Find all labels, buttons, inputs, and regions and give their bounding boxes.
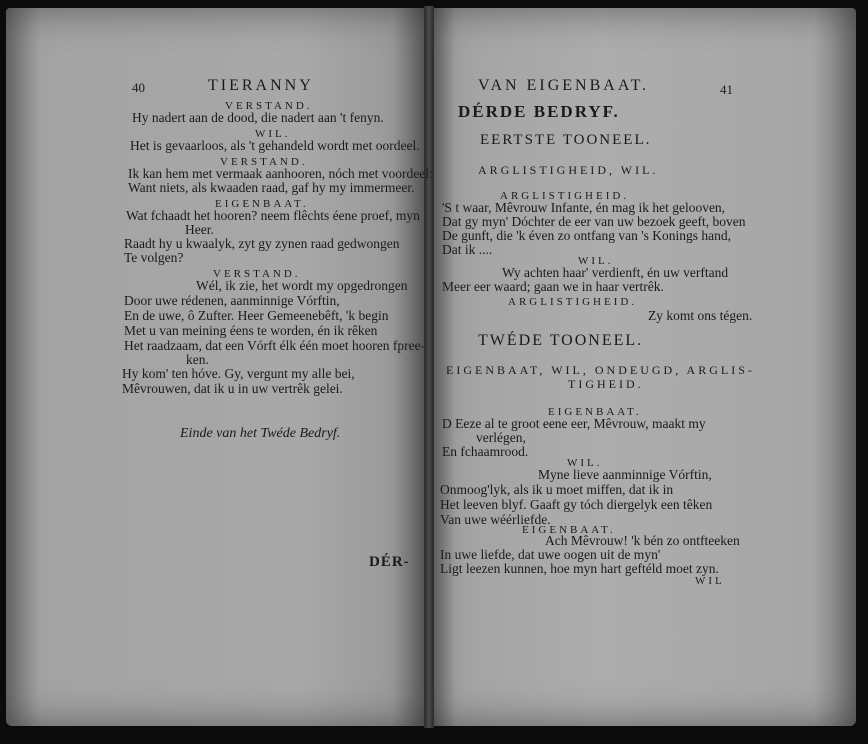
running-head-right: VAN EIGENBAAT. — [478, 77, 650, 94]
text-line: verlégen, — [476, 430, 526, 445]
text-line: Het raadzaam, dat een Vórft élk één moet hooren fpree- — [124, 338, 426, 353]
catchword-left: DÉR- — [369, 554, 410, 570]
text-line: Wy achten haar' verdienft, én uw verftand — [502, 265, 729, 280]
scene-cast: EIGENBAAT, WIL, ONDEUGD, ARGLIS- — [446, 363, 755, 377]
text-line: D Eeze al te groot eene eer, Mêvrouw, maakt my — [442, 416, 706, 431]
text-line: Meer eer waard; gaan we in haar vertrêk. — [442, 279, 664, 294]
text-line: Mêvrouwen, dat ik u in uw vertrêk gelei. — [122, 381, 343, 396]
page-number-right: 41 — [720, 82, 733, 97]
speaker-label: VERSTAND. — [225, 100, 313, 112]
act-title: DÉRDE BEDRYF. — [458, 102, 620, 121]
text-line: Van uwe wéérliefde. — [440, 512, 551, 527]
text-line: Dat gy myn' Dóchter de eer van uw bezoek geeft, boven — [442, 214, 746, 229]
text-line: Dat ik .... — [442, 242, 493, 257]
text-line: Raadt hy u kwaalyk, zyt gy zynen raad gedwongen — [124, 236, 400, 251]
text-line: Want niets, als kwaaden raad, gaf hy my immermeer. — [128, 180, 415, 195]
speaker-label: WIL. — [255, 128, 291, 140]
text-line: Ach Mêvrouw! 'k bén zo ontfteeken — [545, 533, 740, 548]
text-line: En de uwe, ô Zufter. Heer Gemeenebêft, 'k begin — [124, 308, 389, 323]
scene-title: EERTSTE TOONEEL. — [480, 132, 652, 148]
speaker-label: VERSTAND. — [213, 268, 301, 280]
text-line: Myne lieve aanminnige Vórftin, — [538, 467, 712, 482]
text-line: Te volgen? — [124, 250, 184, 265]
text-line: Het is gevaarloos, als 't gehandeld wordt met oordeel. — [130, 138, 420, 153]
text-line: Hy kom' ten hóve. Gy, vergunt my alle bei, — [122, 366, 355, 381]
act-end-note: Einde van het Twéde Bedryf. — [180, 426, 341, 441]
text-line: En fchaamrood. — [442, 444, 529, 459]
speaker-label: WIL. — [578, 255, 614, 267]
speaker-label: EIGENBAAT. — [548, 406, 642, 418]
speaker-label: EIGENBAAT. — [215, 198, 309, 210]
speaker-label: ARGLISTIGHEID. — [508, 296, 638, 308]
speaker-label: ARGLISTIGHEID. — [500, 190, 630, 202]
catchword-right: WIL — [695, 575, 725, 587]
scene-cast: ARGLISTIGHEID, WIL. — [478, 163, 659, 177]
text-line: In uwe liefde, dat uwe oogen uit de myn' — [440, 547, 661, 562]
text-line: Ik kan hem met vermaak aanhooren, nóch met voordeel: — [128, 166, 433, 181]
scene-cast: TIGHEID. — [568, 377, 644, 391]
text-line: 'S t waar, Mêvrouw Infante, én mag ik het gelooven, — [442, 200, 726, 215]
text-line: Wat fchaadt het hooren? neem flêchts éene proef, myn — [126, 208, 420, 223]
book-gutter — [424, 6, 434, 728]
speaker-label: WIL. — [567, 457, 603, 469]
scene-title: TWÉDE TOONEEL. — [478, 332, 644, 349]
text-line: Door uwe rédenen, aanminnige Vórftin, — [124, 293, 340, 308]
text-line: Met u van meining éens te worden, én ik rêken — [124, 323, 378, 338]
text-line: Zy komt ons tégen. — [648, 308, 753, 323]
speaker-label: EIGENBAAT. — [522, 524, 616, 536]
text-line: Het leeven blyf. Gaaft gy tóch diergelyk een têken — [440, 497, 713, 512]
page-number-left: 40 — [132, 80, 145, 95]
text-line: Wél, ik zie, het wordt my opgedrongen — [196, 278, 408, 293]
text-line: Heer. — [185, 222, 214, 237]
text-line: Ligt leezen kunnen, hoe myn hart geftéld moet zyn. — [440, 561, 719, 576]
text-line: De gunft, die 'k éven zo ontfang van 's Konings hand, — [442, 228, 732, 243]
text-line: Onmoog'lyk, als ik u moet miffen, dat ik in — [440, 482, 674, 497]
running-head-left: TIERANNY — [208, 77, 314, 94]
text-line: ken. — [186, 352, 209, 367]
text-line: Hy nadert aan de dood, die nadert aan 't fenyn. — [132, 110, 384, 125]
speaker-label: VERSTAND. — [220, 156, 308, 168]
